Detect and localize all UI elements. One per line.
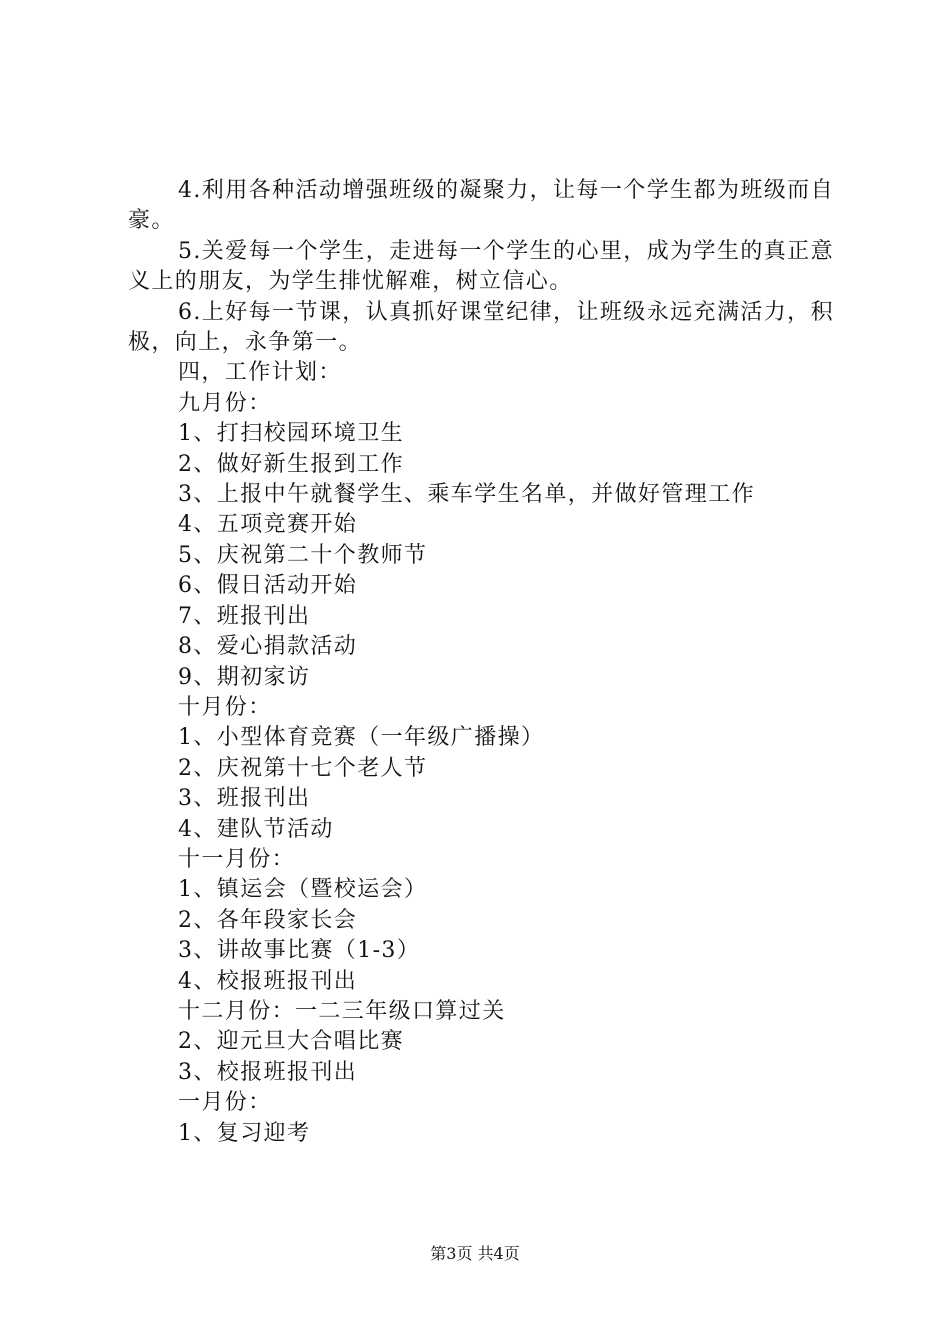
list-item: 3、班报刊出 [178, 786, 311, 812]
list-item: 9、期初家访 [178, 664, 311, 690]
list-item: 4、建队节活动 [178, 816, 334, 842]
month-title-october: 十月份： [178, 694, 272, 720]
list-item: 5、庆祝第二十个教师节 [178, 542, 428, 568]
paragraph-4: 4.利用各种活动增强班级的凝聚力，让每一个学生都为班级而自豪。 [128, 178, 834, 234]
document-body [128, 176, 834, 1149]
paragraph-6: 6.上好每一节课，认真抓好课堂纪律，让班级永远充满活力，积极，向上，永争第一。 [128, 299, 834, 356]
list-item: 8、爱心捐款活动 [178, 634, 358, 660]
list-item: 2、做好新生报到工作 [178, 451, 404, 477]
list-item: 4、五项竞赛开始 [178, 512, 358, 538]
list-item: 1、镇运会（暨校运会） [178, 877, 428, 903]
list-item: 1、复习迎考 [178, 1120, 311, 1146]
list-item: 4、校报班报刊出 [178, 968, 358, 994]
month-title-december: 十二月份：一二三年级口算过关 [178, 998, 506, 1024]
month-title-november: 十一月份： [178, 846, 296, 872]
list-item: 6、假日活动开始 [178, 573, 358, 599]
list-item: 1、小型体育竞赛（一年级广播操） [178, 725, 545, 751]
list-item: 3、上报中午就餐学生、乘车学生名单，并做好管理工作 [178, 482, 755, 508]
list-item: 2、迎元旦大合唱比赛 [178, 1029, 404, 1055]
list-item: 7、班报刊出 [178, 603, 311, 629]
page-footer: 第3页 共4页 [430, 1244, 520, 1263]
list-item: 2、庆祝第十七个老人节 [178, 755, 428, 781]
list-item: 3、校报班报刊出 [178, 1059, 358, 1085]
month-title-january: 一月份： [178, 1090, 272, 1116]
plan-heading: 四，工作计划： [178, 360, 342, 386]
list-item: 2、各年段家长会 [178, 907, 358, 933]
paragraph-5: 5.关爱每一个学生，走进每一个学生的心里，成为学生的真正意义上的朋友，为学生排忧解难，树立信心。 [128, 238, 834, 295]
list-item: 1、打扫校园环境卫生 [178, 421, 404, 447]
month-title-september: 九月份： [178, 390, 272, 416]
list-item: 3、讲故事比赛（1-3） [178, 938, 421, 964]
